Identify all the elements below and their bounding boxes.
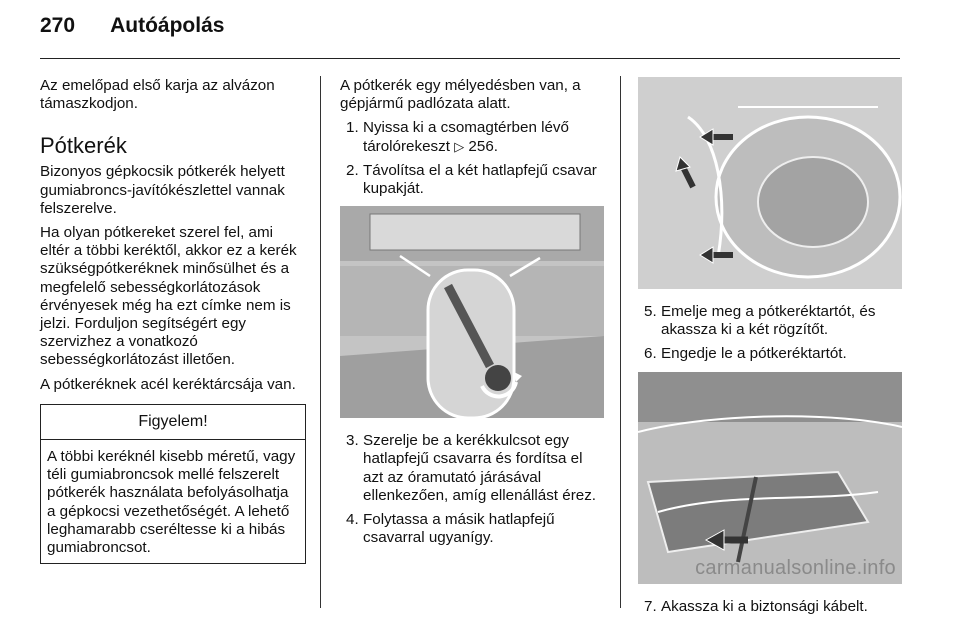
- warning-box: [40, 404, 306, 564]
- warning-title: Figyelem!: [41, 405, 305, 440]
- column-1: [40, 77, 306, 564]
- page-reference-link[interactable]: 256.: [468, 137, 498, 155]
- safety-cable-figure: [638, 372, 902, 584]
- paragraph: A pótkerék egy mélyedésben van, a gépjármű padlózata alatt.: [340, 77, 581, 113]
- column-divider: [320, 76, 321, 608]
- paragraph: A pótkeréknek acél keréktárcsája van.: [40, 375, 296, 393]
- list-item: 5. Emelje meg a pótkeréktartót, és akassza ki a két rögzítőt.: [644, 303, 876, 339]
- page-number: 270: [40, 14, 76, 37]
- list-item: 3. Szerelje be a kerékkulcsot egy hatlapfejű csavarra és fordítsa el azt az óramutató járásával ellenkezően, amíg ellenállást érez.: [346, 432, 597, 504]
- section-title: Autóápolás: [110, 14, 225, 37]
- wheel-wrench-figure: [340, 206, 604, 418]
- warning-body: A többi keréknél kisebb méretű, vagy téli gumiabroncsok mellé felszerelt pótkerék használata befolyásolhatja a gépkocsi vezethetőségét. A lehető leghamarabb cseréltesse ki a hibás gumiabroncsot.: [47, 448, 296, 557]
- list-item: 2. Távolítsa el a két hatlapfejű csavar kupakját.: [346, 161, 597, 198]
- steps-list: [340, 432, 604, 547]
- header-rule: [40, 58, 900, 59]
- steps-list: [340, 119, 604, 198]
- list-item: 4. Folytassa a másik hatlapfejű csavarral ugyanígy.: [346, 511, 555, 547]
- steps-list: [638, 598, 902, 616]
- column-2: [340, 77, 604, 555]
- page-reference-icon: ▷: [454, 138, 465, 154]
- spare-wheel-heading: Pótkerék: [40, 133, 127, 159]
- list-item: 1. Nyissa ki a csomagtérben lévő tárolórekeszt ▷ 256.: [346, 119, 569, 155]
- column-3: [638, 77, 902, 624]
- list-item: 7. Akassza ki a biztonsági kábelt.: [644, 597, 868, 615]
- page-header: [40, 14, 224, 38]
- paragraph: Ha olyan pótkereket szerel fel, ami eltér a többi keréktől, akkor ez a kerék szükségpótkeréknek minősülhet és a megfelelő sebességkorlátozások érvényesek még ha ezt címke nem is jelzi. Forduljon segítségért egy szervizhez a vonatkozó sebességkorlátozást illetően.: [40, 224, 297, 369]
- paragraph: Bizonyos gépkocsik pótkerék helyett gumiabroncs-javítókészlettel vannak felszerelve.: [40, 163, 285, 217]
- lift-note: Az emelőpad első karja az alvázon támaszkodjon.: [40, 77, 275, 113]
- spare-wheel-carrier-figure: [638, 77, 902, 289]
- list-item: 6. Engedje le a pótkeréktartót.: [644, 345, 847, 363]
- column-divider: [620, 76, 621, 608]
- steps-list: [638, 303, 902, 364]
- watermark: carmanualsonline.info: [695, 557, 896, 580]
